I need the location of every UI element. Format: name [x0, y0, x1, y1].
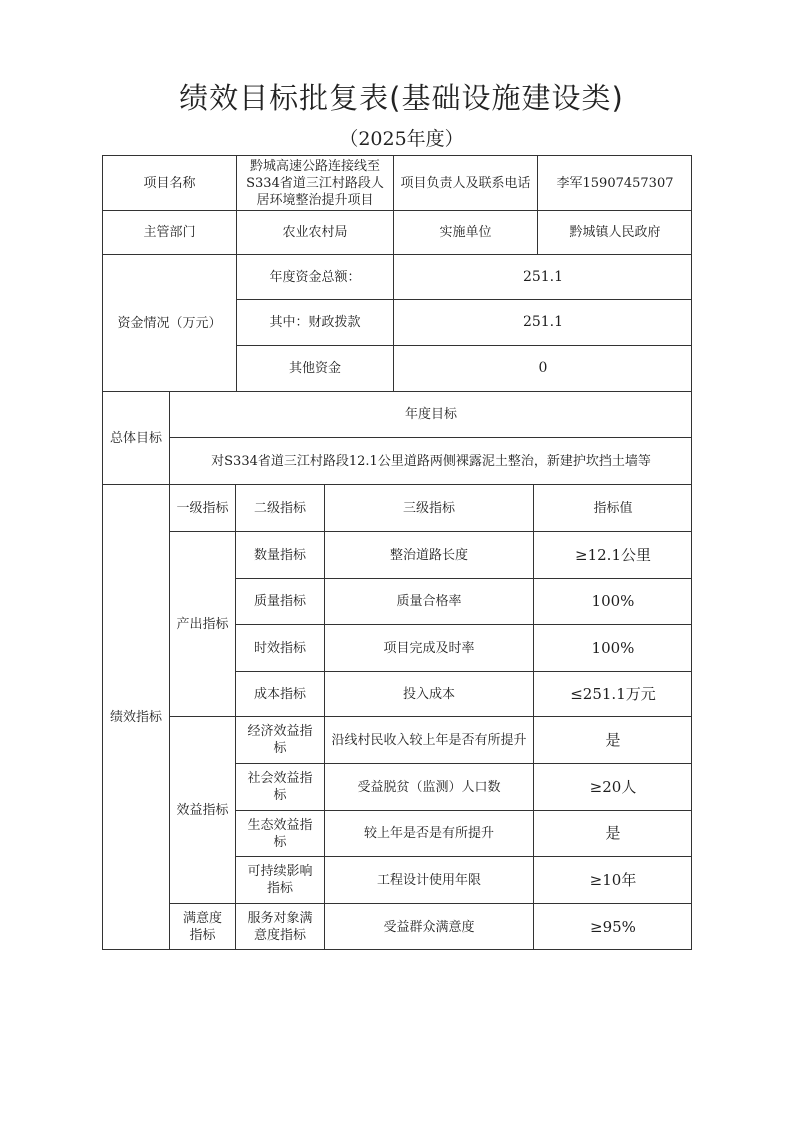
indicator-level3 [324, 810, 533, 856]
indicator-level2 [235, 763, 324, 810]
indicator-level3 [324, 856, 533, 903]
indicator-level3 [324, 671, 533, 716]
indicator-level2-text: 成本指标 [253, 686, 306, 702]
indicator-level3-text: 较上年是否是有所提升 [363, 826, 494, 841]
indicator-value [533, 624, 692, 671]
indicator-level3-text: 沿线村民收入较上年是否有所提升 [331, 732, 527, 748]
value-text: 李军15907457307 [556, 175, 674, 191]
funding-row-value [393, 299, 692, 345]
funding-row-label [236, 345, 393, 391]
indicator-level2 [235, 810, 324, 856]
dept-value [236, 210, 393, 254]
impl-label [393, 210, 537, 254]
indicator-level3-text: 投入成本 [402, 686, 455, 702]
indicator-level2 [235, 856, 324, 903]
indicator-level2-text: 质量指标 [253, 594, 306, 609]
indicator-level3-text: 项目完成及时率 [383, 640, 475, 656]
funding-row-label [236, 299, 393, 345]
indicator-level3 [324, 716, 533, 763]
funding-row-value [393, 345, 692, 391]
project-contact-value [537, 155, 692, 210]
indicator-value [533, 763, 692, 810]
header-text: 指标值 [593, 500, 633, 516]
indicator-value-text: ≤251.1万元 [570, 684, 656, 703]
indicator-level2-text: 生态效益指标 [247, 817, 313, 850]
project-name-value [236, 155, 393, 210]
indicator-level2 [235, 624, 324, 671]
indicator-value-text: 100% [591, 638, 635, 657]
indicator-value [533, 531, 692, 578]
impl-value [537, 210, 692, 254]
header-text: 三级指标 [402, 500, 455, 516]
indicator-value-text: 100% [591, 592, 635, 610]
indicator-level2 [235, 578, 324, 624]
indicator-level2-text: 社会效益指标 [247, 771, 313, 803]
indicator-level2-text: 经济效益指标 [247, 724, 313, 756]
label-text: 实施单位 [439, 225, 492, 240]
indicator-level2 [235, 671, 324, 716]
value-text: 黔城镇人民政府 [569, 225, 661, 240]
funding-row-label [236, 254, 393, 299]
header-text: 二级指标 [253, 500, 306, 516]
performance-label [102, 484, 169, 950]
indicator-level2 [235, 716, 324, 763]
header-value [533, 484, 692, 531]
label-text: 资金情况（万元） [117, 315, 222, 331]
group-text: 效益指标 [176, 802, 229, 818]
indicator-level2-text: 时效指标 [253, 640, 306, 656]
label-text: 其中：财政拨款 [269, 315, 361, 330]
group-text: 产出指标 [176, 616, 229, 632]
label-text: 项目名称 [143, 175, 196, 191]
funding-row-value [393, 254, 692, 299]
label-text: 其他资金 [288, 361, 341, 376]
indicator-level3-text: 受益群众满意度 [383, 919, 475, 935]
header-text: 年度目标 [404, 407, 457, 422]
indicator-value-text: ≥10年 [589, 870, 637, 889]
header-text: 一级指标 [176, 500, 229, 516]
goal-text-content: 对S334省道三江村路段12.1公里道路两侧裸露泥土整治，新建护坎挡土墙等 [211, 453, 651, 469]
indicator-level2 [235, 531, 324, 578]
dept-label [102, 210, 236, 254]
funding-label [102, 254, 236, 391]
indicator-value-text: ≥95% [590, 917, 636, 936]
indicator-value [533, 903, 692, 950]
project-contact-label [393, 155, 537, 210]
group-benefit [169, 716, 235, 903]
project-name-label [102, 155, 236, 210]
group-satisfaction [169, 903, 235, 950]
indicator-value [533, 578, 692, 624]
value-text: 251.1 [522, 314, 564, 330]
indicator-value [533, 716, 692, 763]
goal-header [169, 391, 692, 437]
indicator-level3 [324, 903, 533, 950]
indicator-level3-text: 工程设计使用年限 [376, 872, 481, 888]
indicator-level2-text: 可持续影响指标 [247, 864, 313, 896]
goal-label [102, 391, 169, 484]
indicator-level3 [324, 578, 533, 624]
indicator-value-text: 是 [605, 824, 621, 842]
group-output [169, 531, 235, 716]
label-text: 绩效指标 [109, 710, 162, 725]
value-text: 黔城高速公路连接线至S334省道三江村路段人居环境整治提升项目 [246, 158, 384, 208]
goal-text [169, 437, 692, 484]
indicator-level3 [324, 624, 533, 671]
indicator-level2-text: 数量指标 [253, 547, 306, 563]
header-level1 [169, 484, 235, 531]
label-text: 项目负责人及联系电话 [400, 175, 531, 191]
indicator-value [533, 810, 692, 856]
header-level3 [324, 484, 533, 531]
value-text: 农业农村局 [282, 225, 348, 240]
indicator-level3 [324, 763, 533, 810]
indicator-level3 [324, 531, 533, 578]
value-text: 251.1 [522, 268, 564, 285]
indicator-value-text: 是 [605, 730, 621, 749]
label-text: 年度资金总额： [269, 269, 361, 285]
document-subtitle: （2025年度） [339, 128, 464, 150]
indicator-value-text: ≥20人 [589, 777, 637, 796]
label-text: 总体目标 [109, 430, 162, 446]
indicator-level2-text: 服务对象满意度指标 [247, 911, 313, 943]
value-text: 0 [538, 360, 548, 376]
indicator-value-text: ≥12.1公里 [575, 545, 651, 564]
document-title: 绩效目标批复表(基础设施建设类) [179, 81, 624, 115]
indicator-value [533, 671, 692, 716]
indicator-level2 [235, 903, 324, 950]
indicator-level3-text: 质量合格率 [396, 594, 462, 609]
indicator-level3-text: 受益脱贫（监测）人口数 [357, 779, 501, 795]
indicator-level3-text: 整治道路长度 [389, 547, 468, 563]
indicator-value [533, 856, 692, 903]
label-text: 主管部门 [143, 225, 196, 240]
header-level2 [235, 484, 324, 531]
group-text: 满意度指标 [182, 911, 222, 943]
